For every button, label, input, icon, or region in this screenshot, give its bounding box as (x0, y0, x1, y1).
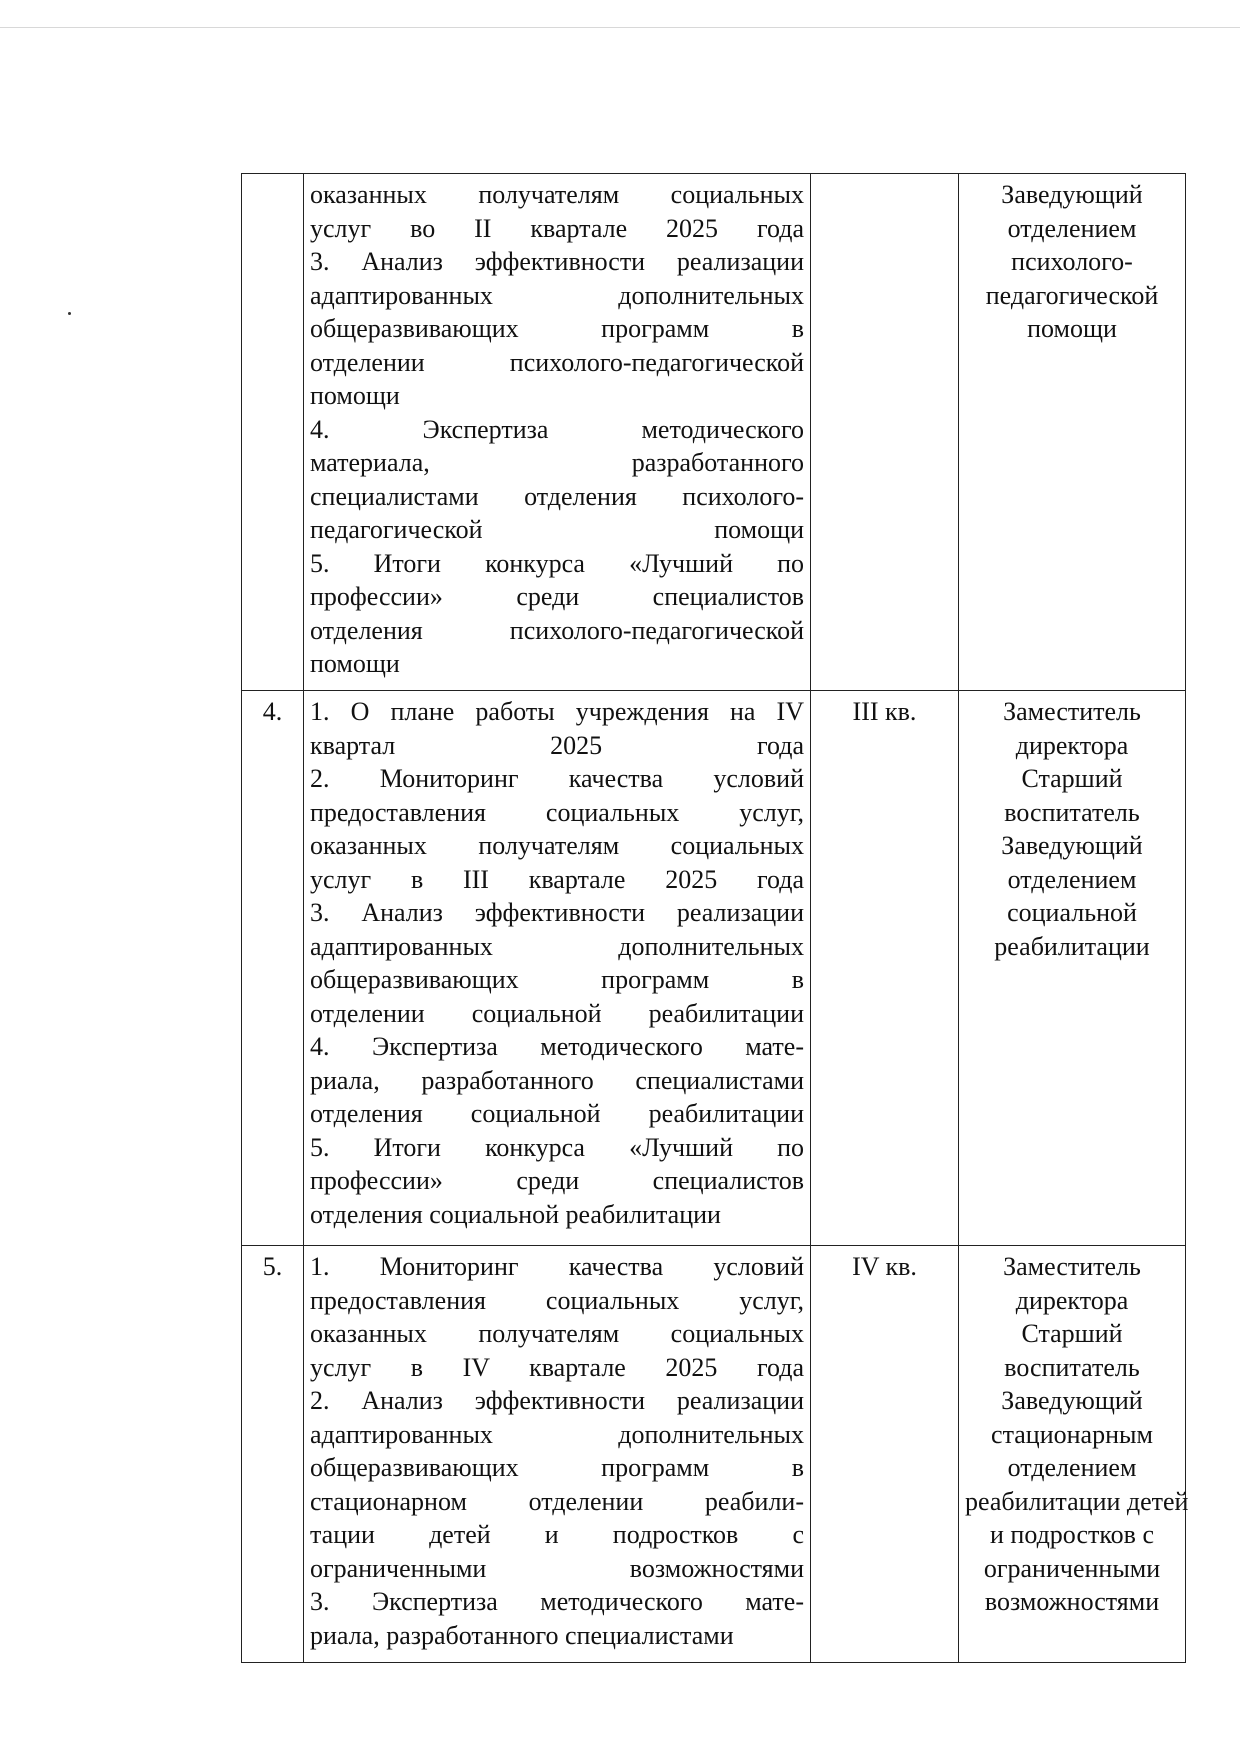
responsible-line: отделением (1007, 213, 1137, 243)
responsible-line: помощи (1027, 314, 1117, 343)
responsible-line: и подростков с (990, 1520, 1154, 1549)
text-line: 1. О плане работы учреждения на IV (310, 697, 804, 726)
responsible-line: отделением (1007, 864, 1137, 894)
activity-description (304, 174, 811, 691)
text-line: предоставления социальных услуг, (310, 797, 804, 827)
responsible-line: педагогической (985, 280, 1159, 310)
text-line: отделении психолого-педагогической (310, 347, 804, 377)
responsible-line: возможностями (984, 1587, 1160, 1616)
responsible-line: директора (1015, 730, 1129, 760)
text-line: тации детей и подростков с (310, 1520, 804, 1549)
responsible-line: Заведующий (1001, 180, 1143, 209)
deadline: IV кв. (811, 1246, 959, 1663)
text-line: услуг в III квартале 2025 года (310, 864, 804, 894)
responsible-line: Заместитель (1003, 1252, 1141, 1281)
table-row (242, 174, 1186, 691)
text-line: 3. Анализ эффективности реализации (310, 898, 804, 927)
responsible-line: воспитатель (1004, 1352, 1140, 1382)
text-line: 4. Экспертиза методического мате- (310, 1032, 804, 1061)
text-line: адаптированных дополнительных (310, 931, 804, 961)
responsible-line: психолого- (1011, 247, 1133, 276)
text-line: материала, разработанного (310, 448, 804, 477)
responsible-person (959, 1246, 1189, 1663)
text-line: адаптированных дополнительных (310, 280, 804, 310)
text-line: отделения социальной реабилитации (310, 1199, 721, 1229)
responsible-line: Заместитель (1003, 697, 1141, 726)
activity-description (304, 1246, 811, 1663)
text-line: стационарном отделении реабили- (310, 1486, 804, 1516)
text-line: оказанных получателям социальных (310, 180, 804, 209)
work-plan-table (241, 173, 1189, 1663)
text-line: 3. Экспертиза методического мате- (310, 1587, 804, 1616)
text-line: общеразвивающих программ в (310, 965, 804, 994)
text-line: услуг в IV квартале 2025 года (310, 1352, 804, 1382)
text-line: услуг во II квартале 2025 года (310, 213, 804, 243)
row-number: 5. (242, 1246, 304, 1663)
text-line: оказанных получателям социальных (310, 1319, 804, 1348)
responsible-line: Заведующий (1001, 831, 1143, 860)
responsible-line: реабилитации детей (965, 1486, 1189, 1516)
responsible-line: директора (1015, 1285, 1129, 1315)
text-line: профессии» среди специалистов (310, 582, 804, 611)
text-line: профессии» среди специалистов (310, 1166, 804, 1195)
text-line: оказанных получателям социальных (310, 831, 804, 860)
text-line: адаптированных дополнительных (310, 1419, 804, 1449)
text-line: риала, разработанного специалистами (310, 1620, 734, 1650)
table-row (242, 1246, 1186, 1663)
text-line: помощи (310, 649, 400, 678)
responsible-line: Заведующий (1001, 1386, 1143, 1415)
text-line: педагогической помощи (310, 515, 804, 544)
responsible-line: стационарным (991, 1419, 1153, 1449)
text-line: отделения социальной реабилитации (310, 1099, 804, 1128)
text-line: специалистами отделения психолого- (310, 481, 804, 511)
responsible-line: Старший (1021, 1319, 1123, 1348)
scan-speck (68, 312, 71, 315)
responsible-line: реабилитации (994, 931, 1150, 961)
text-line: общеразвивающих программ в (310, 1453, 804, 1482)
text-line: 3. Анализ эффективности реализации (310, 247, 804, 276)
text-line: отделения психолого-педагогической (310, 615, 804, 645)
text-line: общеразвивающих программ в (310, 314, 804, 343)
text-line: 2. Мониторинг качества условий (310, 764, 804, 793)
text-line: помощи (310, 381, 400, 410)
text-line: предоставления социальных услуг, (310, 1285, 804, 1315)
text-line: отделении социальной реабилитации (310, 998, 804, 1028)
text-line: 1. Мониторинг качества условий (310, 1252, 804, 1281)
page-top-edge (0, 27, 1240, 28)
responsible-person (959, 691, 1186, 1246)
responsible-person (959, 174, 1186, 691)
responsible-line: социальной (1007, 898, 1137, 927)
text-line: ограниченными возможностями (310, 1553, 804, 1583)
text-line: квартал 2025 года (310, 730, 804, 760)
deadline (811, 174, 959, 691)
text-line: 5. Итоги конкурса «Лучший по (310, 548, 804, 578)
responsible-line: ограниченными (983, 1553, 1161, 1583)
activity-description (304, 691, 811, 1246)
table-row (242, 691, 1186, 1246)
text-line: риала, разработанного специалистами (310, 1065, 804, 1095)
responsible-line: воспитатель (1004, 797, 1140, 827)
text-line: 5. Итоги конкурса «Лучший по (310, 1132, 804, 1162)
row-number: 4. (242, 691, 304, 1246)
text-line: 4. Экспертиза методического (310, 414, 804, 444)
deadline: III кв. (811, 691, 959, 1246)
row-number (242, 174, 304, 691)
responsible-line: отделением (1007, 1453, 1137, 1482)
text-line: 2. Анализ эффективности реализации (310, 1386, 804, 1415)
responsible-line: Старший (1021, 764, 1123, 793)
